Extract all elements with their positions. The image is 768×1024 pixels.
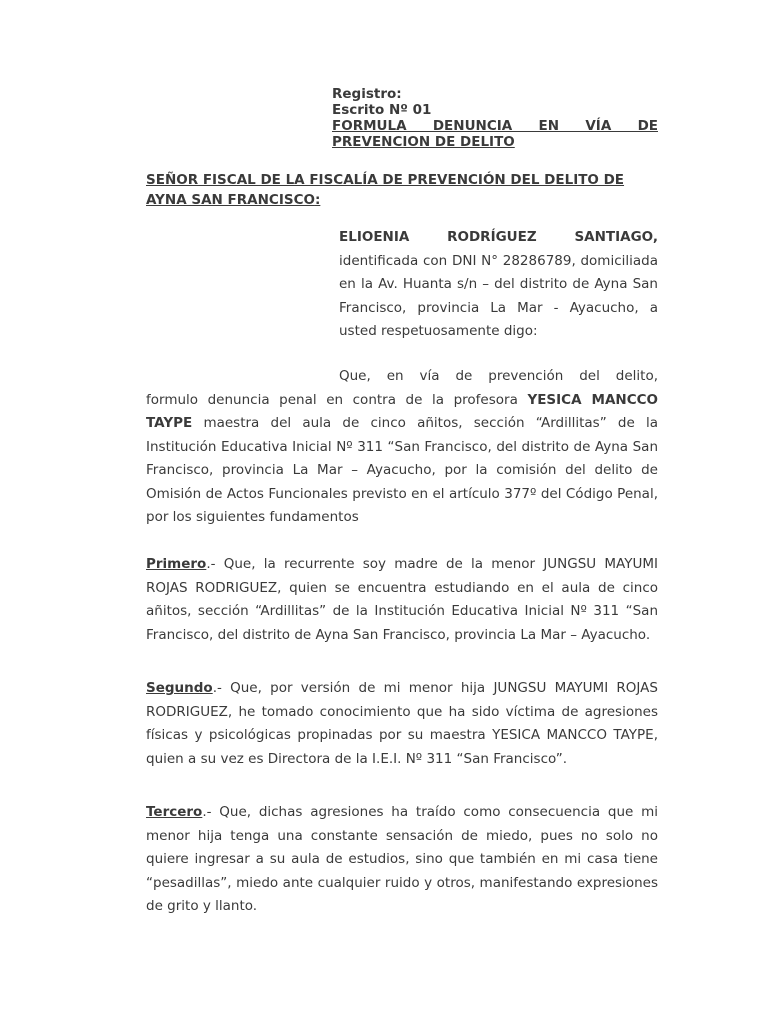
registro-label: Registro: xyxy=(332,86,402,102)
addressee-colon: : xyxy=(314,192,321,208)
fundamento-segundo xyxy=(146,677,658,771)
fundamento-text: .- Que, dichas agresiones ha traído como consecuencia que mi menor hija tenga una constante sensación de miedo, pues no solo no quiere ingresar a su aula de estudios, sino que también en mi casa tiene “pesadillas”, miedo ante cualquier ruido y otros, manifestando expresiones de grito y llanto. xyxy=(146,804,658,914)
fundamento-label: Primero xyxy=(146,556,207,572)
fundamento-primero xyxy=(146,553,658,647)
fundamento-text: .- Que, la recurrente soy madre de la menor JUNGSU MAYUMI ROJAS RODRIGUEZ, quien se encuentra estudiando en el aula de cinco añitos, sección “Ardillitas” de la Institución Educativa Inicial Nº 311 “San Francisco, del distrito de Ayna San Francisco, provincia La Mar – Ayacucho. xyxy=(146,556,658,643)
complaint-paragraph xyxy=(146,365,658,530)
fundamento-tercero xyxy=(146,801,658,919)
complaint-part2: maestra del aula de cinco añitos, sección “Ardillitas” de la Institución Educativa Inicial Nº 311 “San Francisco, del distrito de Ayna San Francisco, provincia La Mar – Ayacucho, por la comisión del delito de Omisión de Actos Funcionales previsto en el artículo 377º del Código Penal, por los siguientes fundamentos xyxy=(146,415,659,525)
petitioner-intro xyxy=(339,226,658,344)
addressee-text: SEÑOR FISCAL DE LA FISCALÍA DE PREVENCIÓN DEL DELITO DE AYNA SAN FRANCISCO xyxy=(146,172,625,208)
petitioner-details: identificada con DNI N° 28286789, domiciliada en la Av. Huanta s/n – del distrito de Ayna San Francisco, provincia La Mar - Ayacucho, a usted respetuosamente digo: xyxy=(339,252,658,339)
fundamento-label: Tercero xyxy=(146,804,203,820)
addressee-heading xyxy=(146,170,658,210)
formula-title-line1: FORMULA DENUNCIA EN VÍA DE xyxy=(332,118,658,134)
formula-title-line2: PREVENCION DE DELITO xyxy=(332,134,515,150)
complaint-first-line: Que, en vía de prevención del delito, xyxy=(339,368,658,384)
document-header xyxy=(332,86,658,150)
escrito-number: Escrito Nº 01 xyxy=(332,102,432,118)
complaint-part1: formulo denuncia penal en contra de la profesora xyxy=(146,391,518,408)
fundamento-label: Segundo xyxy=(146,680,213,696)
fundamento-text: .- Que, por versión de mi menor hija JUNGSU MAYUMI ROJAS RODRIGUEZ, he tomado conocimiento que ha sido víctima de agresiones físicas y psicológicas propinadas por su maestra YESICA MANCCO TAYPE, quien a su vez es Directora de la I.E.I. Nº 311 “San Francisco”. xyxy=(146,680,658,767)
petitioner-name: ELIOENIA RODRÍGUEZ SANTIAGO, xyxy=(339,229,658,245)
accused-name: YESICA MANCCO TAYPE xyxy=(146,391,658,431)
complaint-body xyxy=(146,389,658,530)
